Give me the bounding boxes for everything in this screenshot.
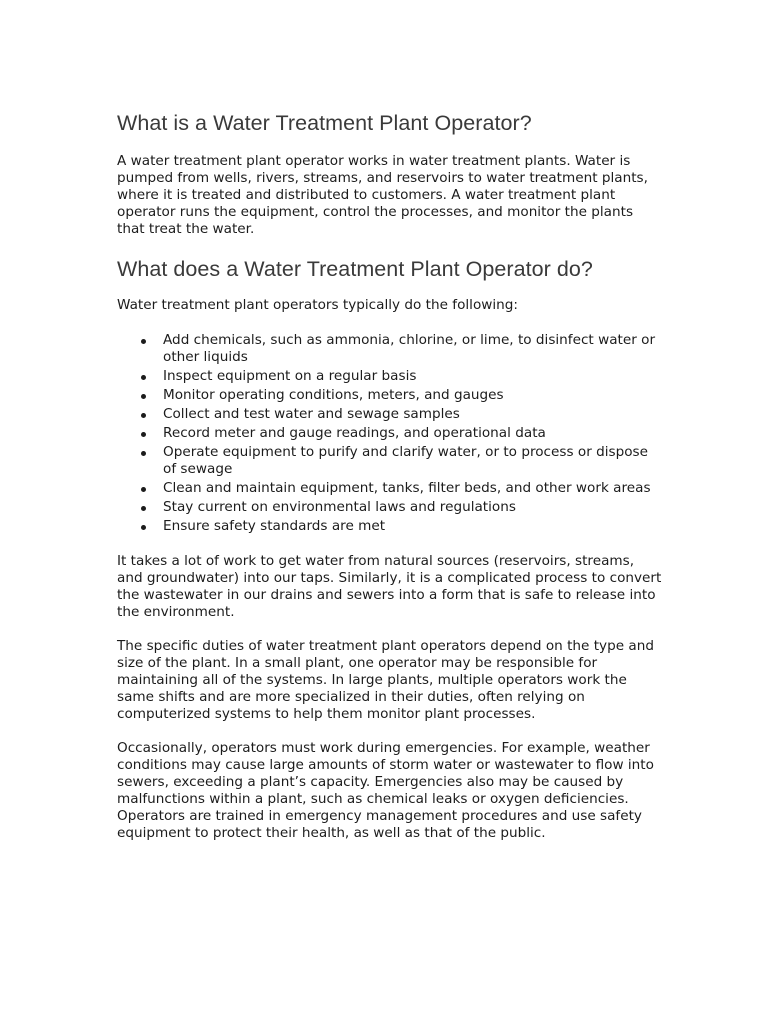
list-item: Record meter and gauge readings, and operational data <box>163 425 662 442</box>
body-paragraph: The specific duties of water treatment plant operators depend on the type and size of the plant. In a small plant, one operator may be responsible for maintaining all of the systems. In large plants, multiple operators work the same shifts and are more specialized in their duties, often relying on computerized systems to help them monitor plant processes. <box>117 638 654 722</box>
intro-paragraph: A water treatment plant operator works in water treatment plants. Water is pumped from wells, rivers, streams, and reservoirs to water treatment plants, where it is treated and distributed to customers. A water treatment plant operator runs the equipment, control the processes, and monitor the plants that treat the water. <box>117 153 648 237</box>
body-paragraph: Occasionally, operators must work during emergencies. For example, weather conditions may cause large amounts of storm water or wastewater to flow into sewers, exceeding a plant’s capacity. Emergencies also may be caused by malfunctions within a plant, such as chemical leaks or oxygen deficiencies. Operators are trained in emergency management procedures and use safety equipment to protect their health, as well as that of the public. <box>117 740 654 841</box>
duties-list <box>117 332 662 535</box>
list-item: Inspect equipment on a regular basis <box>163 368 662 385</box>
list-item: Monitor operating conditions, meters, and gauges <box>163 387 662 404</box>
document-page <box>117 109 662 842</box>
list-item: Collect and test water and sewage samples <box>163 406 662 423</box>
duties-lead: Water treatment plant operators typically do the following: <box>117 297 518 313</box>
list-item: Stay current on environmental laws and regulations <box>163 499 662 516</box>
body-paragraph: It takes a lot of work to get water from natural sources (reservoirs, streams, and groundwater) into our taps. Similarly, it is a complicated process to convert the wastewater in our drains and sewers into a form that is safe to release into the environment. <box>117 553 662 620</box>
section-heading: What does a Water Treatment Plant Operator do? <box>117 257 593 281</box>
page-title: What is a Water Treatment Plant Operator? <box>117 111 532 135</box>
list-item: Clean and maintain equipment, tanks, filter beds, and other work areas <box>163 480 662 497</box>
list-item: Operate equipment to purify and clarify water, or to process or dispose of sewage <box>163 444 662 478</box>
list-item: Add chemicals, such as ammonia, chlorine, or lime, to disinfect water or other liquids <box>163 332 662 366</box>
list-item: Ensure safety standards are met <box>163 518 662 535</box>
